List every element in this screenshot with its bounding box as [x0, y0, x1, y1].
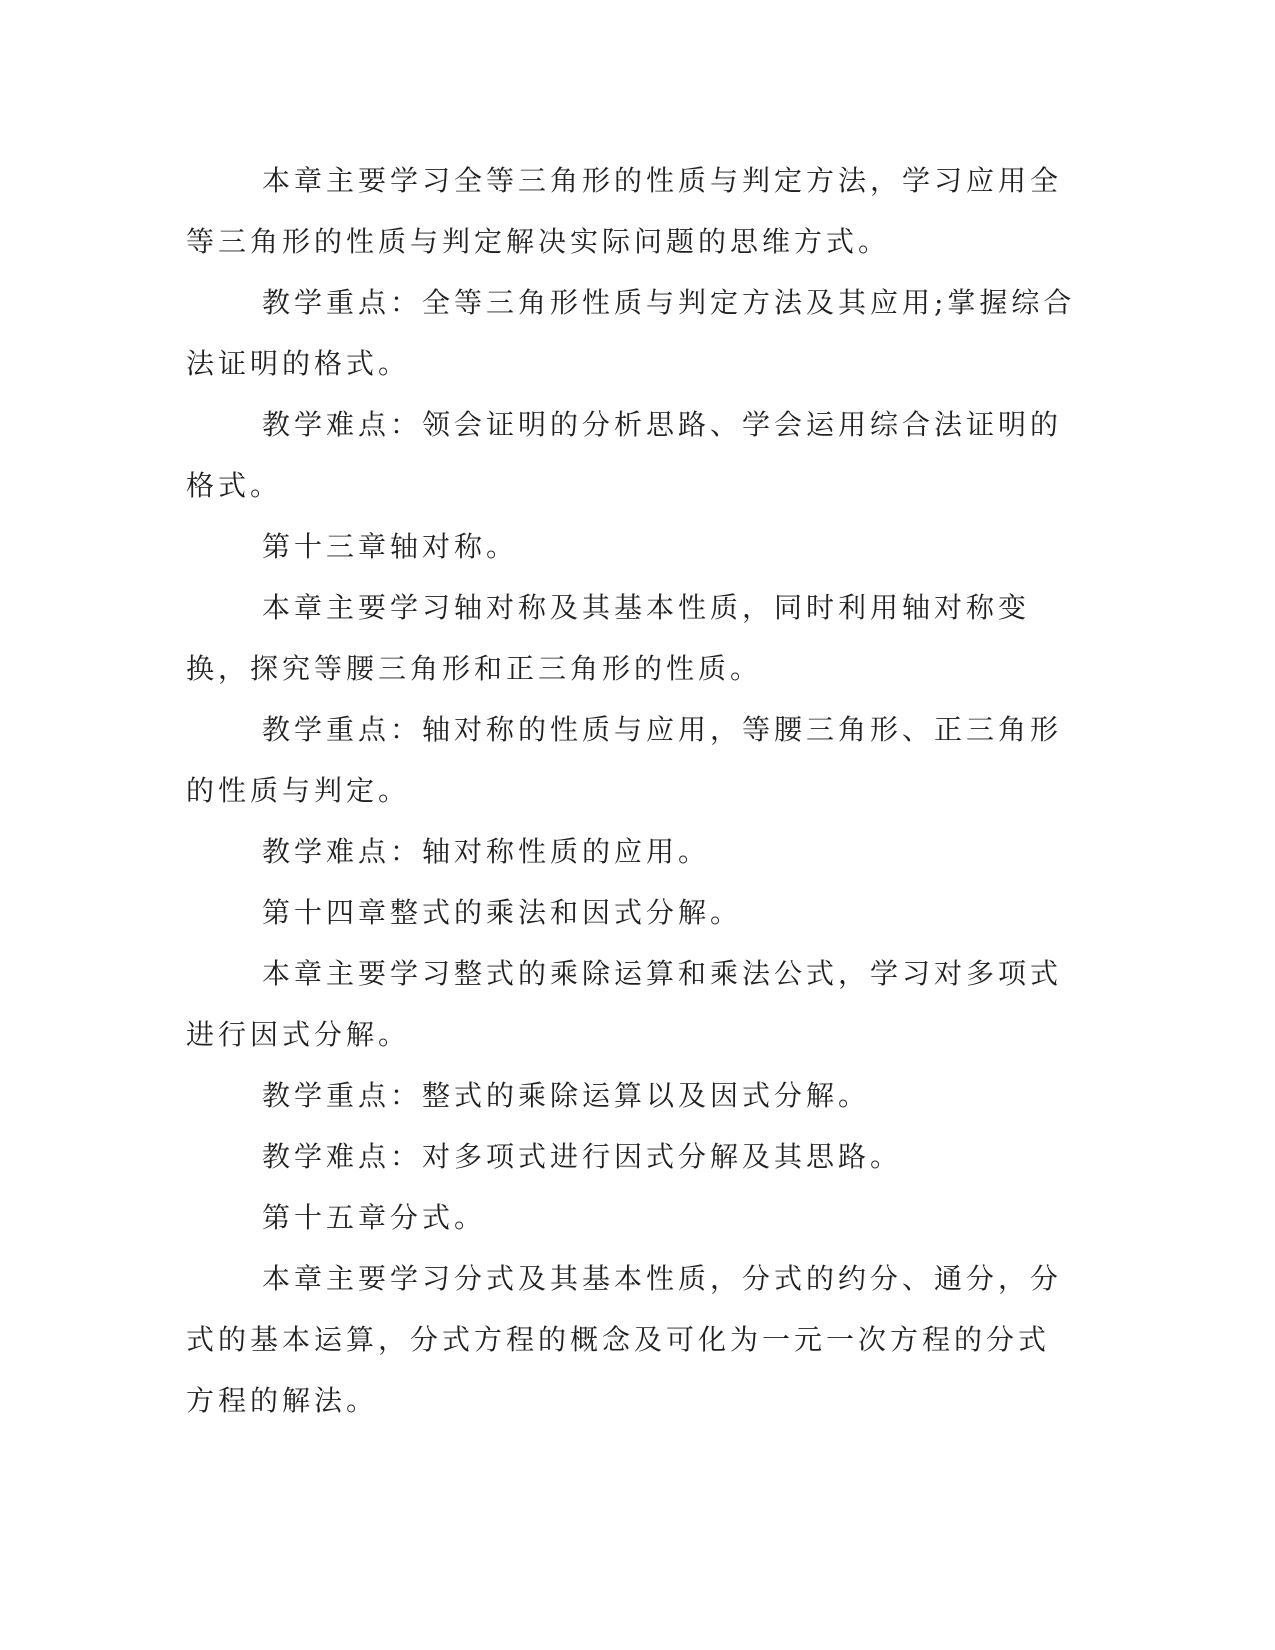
- paragraph-chapter13-summary: 本章主要学习轴对称及其基本性质，同时利用轴对称变换，探究等腰三角形和正三角形的性质。: [186, 591, 1031, 685]
- heading-chapter13: 第十三章轴对称。: [262, 530, 519, 563]
- heading-chapter15: 第十五章分式。: [262, 1201, 487, 1234]
- document-body: [186, 150, 1076, 1431]
- paragraph-chapter12-summary: 本章主要学习全等三角形的性质与判定方法，学习应用全等三角形的性质与判定解决实际问题的思维方式。: [186, 164, 1063, 258]
- paragraph-chapter12-key-points: 教学重点：全等三角形性质与判定方法及其应用;掌握综合法证明的格式。: [186, 286, 1076, 380]
- paragraph-chapter14-key-points: 教学重点：整式的乘除运算以及因式分解。: [262, 1079, 871, 1112]
- heading-chapter14: 第十四章整式的乘法和因式分解。: [262, 896, 743, 929]
- paragraph-chapter14-summary: 本章主要学习整式的乘除运算和乘法公式，学习对多项式进行因式分解。: [186, 957, 1063, 1051]
- paragraph-chapter14-difficulties: 教学难点：对多项式进行因式分解及其思路。: [262, 1140, 903, 1173]
- paragraph-chapter13-difficulties: 教学难点：轴对称性质的应用。: [262, 835, 711, 868]
- paragraph-chapter12-difficulties: 教学难点：领会证明的分析思路、学会运用综合法证明的格式。: [186, 408, 1063, 502]
- paragraph-chapter15-summary: 本章主要学习分式及其基本性质，分式的约分、通分，分式的基本运算，分式方程的概念及可化为一元一次方程的分式方程的解法。: [186, 1262, 1063, 1417]
- paragraph-chapter13-key-points: 教学重点：轴对称的性质与应用，等腰三角形、正三角形的性质与判定。: [186, 713, 1063, 807]
